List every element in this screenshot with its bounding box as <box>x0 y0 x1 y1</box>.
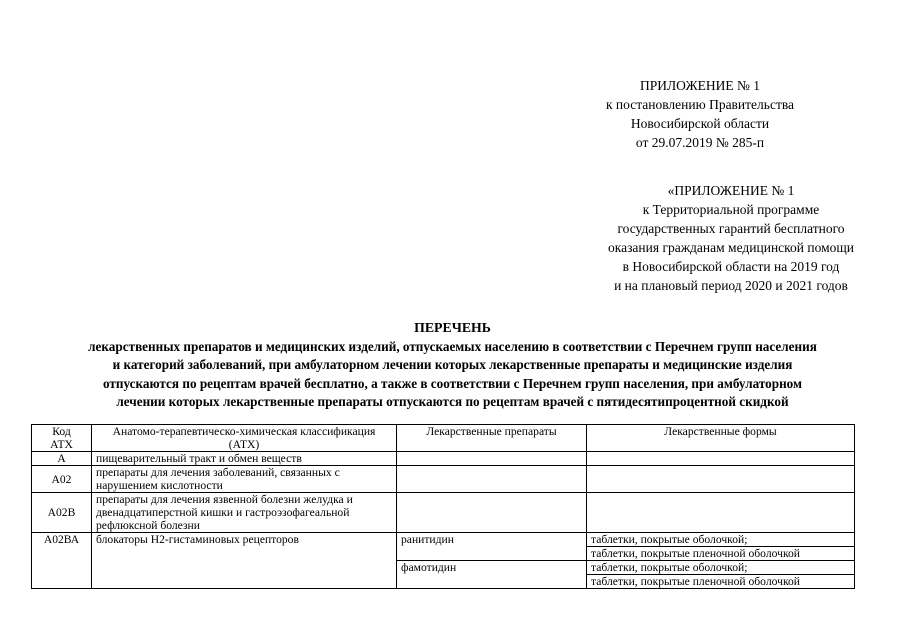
cell-classification-line: блокаторы Н2-гистаминовых рецепторов <box>96 533 299 546</box>
appendix-2-header <box>585 181 877 295</box>
table-header-row <box>32 425 855 452</box>
cell-forms: таблетки, покрытые пленочной оболочкой <box>587 547 855 561</box>
cell-drug <box>397 493 587 533</box>
cell-forms: таблетки, покрытые оболочкой; <box>587 561 855 575</box>
header-classification-line: (АТХ) <box>228 438 260 451</box>
title-line: и категорий заболеваний, при амбулаторном лечении которых лекарственные препараты и медицинские изделия <box>112 357 793 372</box>
appendix-2-line: в Новосибирской области на 2019 год <box>622 259 840 274</box>
cell-code: А <box>32 452 92 466</box>
appendix-1-line: от 29.07.2019 № 285-п <box>635 135 765 150</box>
appendix-1-line: к постановлению Правительства <box>605 97 795 112</box>
drug-list-table <box>31 424 855 589</box>
cell-drug <box>397 452 587 466</box>
cell-classification <box>92 466 397 493</box>
cell-classification-line: рефлюксной болезни <box>96 519 200 532</box>
header-forms: Лекарственные формы <box>587 425 855 452</box>
cell-forms: таблетки, покрытые оболочкой; <box>587 533 855 547</box>
appendix-1-line: Новосибирской области <box>630 116 770 131</box>
header-code-line: Код <box>52 425 71 438</box>
table-row <box>32 493 855 533</box>
cell-forms: таблетки, покрытые пленочной оболочкой <box>587 575 855 589</box>
cell-code: А02ВА <box>32 533 92 589</box>
appendix-1-line: ПРИЛОЖЕНИЕ № 1 <box>639 78 761 93</box>
header-classification-line: Анатомо-терапевтическо-химическая классификация <box>112 425 376 438</box>
title-heading: ПЕРЕЧЕНЬ <box>414 320 491 335</box>
cell-code: А02В <box>32 493 92 533</box>
cell-classification <box>92 533 397 589</box>
cell-drug: фамотидин <box>397 561 587 589</box>
appendix-2-line: и на плановый период 2020 и 2021 годов <box>614 278 848 293</box>
cell-classification-line: пищеварительный тракт и обмен веществ <box>96 452 302 465</box>
appendix-2-line: «ПРИЛОЖЕНИЕ № 1 <box>667 183 795 198</box>
table-row <box>32 533 855 547</box>
cell-classification-line: препараты для лечения заболеваний, связанных с <box>96 466 340 479</box>
appendix-2-line: государственных гарантий бесплатного <box>617 221 845 236</box>
cell-classification-line: нарушением кислотности <box>96 479 223 492</box>
cell-code: А02 <box>32 466 92 493</box>
cell-forms <box>587 493 855 533</box>
table-row <box>32 466 855 493</box>
cell-classification <box>92 452 397 466</box>
cell-forms <box>587 466 855 493</box>
title-line: лечении которых лекарственные препараты отпускаются по рецептам врачей с пятидесятипроцентной скидкой <box>116 394 789 409</box>
table-row <box>32 452 855 466</box>
appendix-2-line: оказания гражданам медицинской помощи <box>607 240 855 255</box>
header-code <box>32 425 92 452</box>
header-code-line: АТХ <box>50 438 73 451</box>
cell-drug <box>397 466 587 493</box>
appendix-1-header <box>585 76 815 152</box>
document-title <box>20 319 885 412</box>
cell-forms <box>587 452 855 466</box>
header-drugs: Лекарственные препараты <box>397 425 587 452</box>
cell-classification-line: препараты для лечения язвенной болезни желудка и <box>96 493 353 506</box>
header-classification <box>92 425 397 452</box>
title-line: лекарственных препаратов и медицинских изделий, отпускаемых населению в соответствии с Перечнем групп населения <box>88 338 817 354</box>
cell-classification-line: двенадцатиперстной кишки и гастроэзофагеальной <box>96 506 350 519</box>
cell-classification <box>92 493 397 533</box>
appendix-2-line: к Территориальной программе <box>642 202 820 217</box>
cell-drug: ранитидин <box>397 533 587 561</box>
title-line: отпускаются по рецептам врачей бесплатно, а также в соответствии с Перечнем групп населения, при амбулаторном <box>102 375 802 391</box>
